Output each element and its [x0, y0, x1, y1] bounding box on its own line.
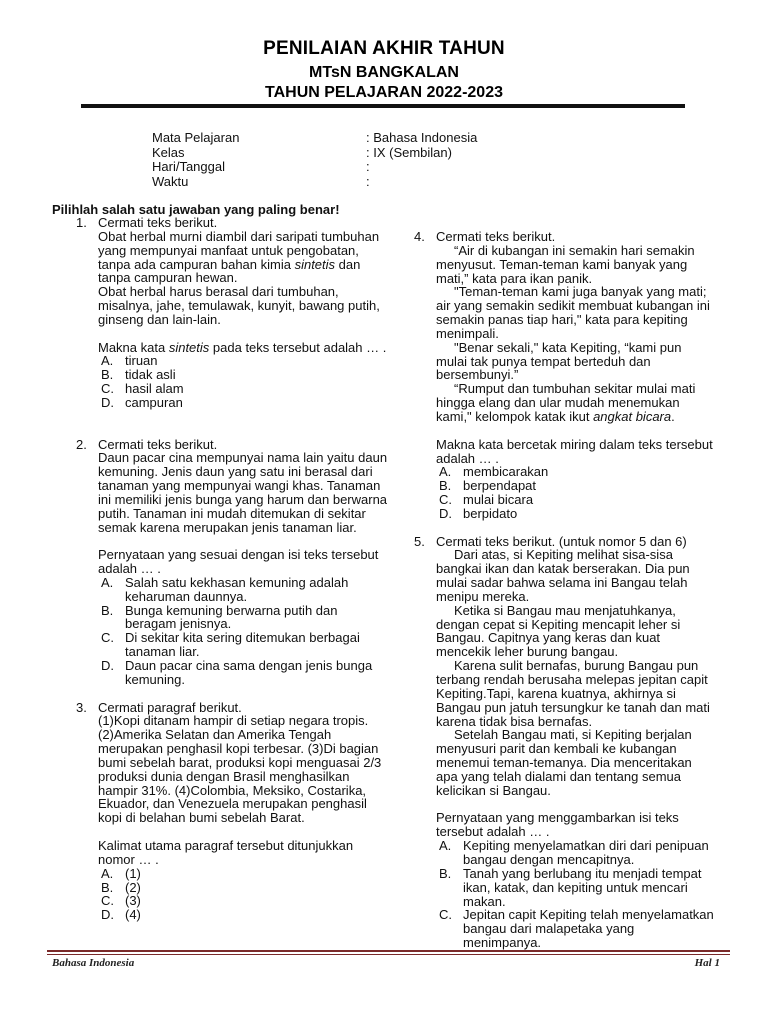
question-5: [414, 535, 714, 950]
option-text: berpendapat: [463, 478, 537, 494]
option-d[interactable]: [98, 908, 388, 922]
passage-paragraph: Ketika si Bangau mau menjatuhkanya, dengan cepat si Kepiting mencapit leher si Bangau. Capitnya yang keras dan kuat mencekik leher burung bangau.: [436, 602, 681, 660]
option-letter: D.: [101, 658, 114, 673]
question-1: [76, 216, 388, 410]
question-number: 1.: [76, 215, 87, 230]
italic-term: sintetis: [294, 256, 336, 272]
meta-value-class: : IX (Sembilan): [366, 144, 452, 160]
option-c[interactable]: [98, 382, 388, 396]
option-text: Tanah yang berlubang itu menjadi tempat ikan, katak, dan kepiting untuk mencari makan.: [463, 865, 702, 909]
right-column: [414, 230, 714, 950]
option-c[interactable]: [436, 908, 714, 950]
option-a[interactable]: [98, 867, 388, 881]
passage-text: dan tanpa campuran hewan.: [98, 256, 361, 286]
footer-rule: [47, 950, 730, 952]
option-b[interactable]: [98, 368, 388, 382]
option-c[interactable]: [98, 894, 388, 908]
question-3: [76, 701, 388, 923]
option-letter: A.: [439, 838, 452, 854]
option-b[interactable]: [98, 604, 388, 632]
passage-paragraph: Dari atas, si Kepiting melihat sisa-sisa bangkai ikan dan katak berserakan. Dia pun mulai sadar bahwa selama ini Bangau telah menipu mereka.: [436, 547, 690, 604]
option-a[interactable]: [436, 839, 714, 867]
options: [436, 839, 714, 950]
options: [98, 576, 388, 687]
passage-paragraph: Karena sulit bernafas, burung Bangau pun terbang rendah berusaha melepas jepitan capit Kepiting.Tapi, karena kuatnya, akhirnya si Bangau pun jatuh tersungkur ke tanah dan mati karena tidak bisa bernafas.: [436, 658, 710, 729]
dialogue-line: "Teman-teman kami juga banyak yang mati; air yang semakin sedikit membuat kubangan ini semakin panas tiap hari," kata para kepiting menimpali.: [436, 284, 710, 341]
question-4: [414, 230, 714, 521]
option-letter: A.: [101, 865, 114, 881]
option-letter: D.: [101, 394, 114, 410]
option-letter: B.: [101, 602, 114, 618]
option-b[interactable]: [436, 867, 714, 909]
academic-year: TAHUN PELAJARAN 2022-2023: [265, 84, 503, 101]
option-letter: B.: [439, 478, 452, 494]
meta-labels: [152, 131, 239, 189]
option-letter: A.: [101, 353, 114, 369]
meta-label-time: Waktu: [152, 173, 189, 189]
option-c[interactable]: [98, 631, 388, 659]
option-a[interactable]: [98, 576, 388, 604]
option-text: mulai bicara: [463, 492, 534, 508]
dialogue-line: "Benar sekali," kata Kepiting, “kami pun mulai tak punya tempat berteduh dan bersembunyi.”: [436, 339, 682, 383]
option-letter: D.: [101, 907, 114, 923]
option-b[interactable]: [98, 881, 388, 895]
meta-value-time: :: [366, 173, 370, 189]
passage-paragraph: Setelah Bangau mati, si Kepiting berjalan menyusuri parit dan kembali ke kubangan menemui teman-temanya. Dia menceritakan apa yang telah dialami dan tentang semua kelicikan si Bangau.: [436, 727, 692, 798]
option-letter: D.: [439, 505, 452, 521]
option-text: membicarakan: [463, 464, 549, 480]
option-text: hasil alam: [125, 381, 184, 397]
exam-title: PENILAIAN AKHIR TAHUN: [263, 38, 505, 59]
option-text: (2): [125, 879, 141, 895]
dialogue-text: .: [671, 408, 675, 424]
option-d[interactable]: [98, 659, 388, 687]
option-text: Bunga kemuning berwarna putih dan beragam jenisnya.: [125, 602, 338, 632]
question-text-part: pada teks tersebut adalah … .: [209, 339, 387, 355]
question-text: Pernyataan yang menggambarkan isi teks tersebut adalah … .: [436, 810, 679, 840]
option-text: (3): [125, 893, 141, 909]
question-number: 3.: [76, 699, 87, 715]
options: [436, 465, 714, 520]
passage-paragraph: (1)Kopi ditanam hampir di setiap negara tropis. (2)Amerika Selatan dan Amerika Tengah merupakan penghasil kopi terbesar. (3)Di bagian bumi sebelah barat, produksi kopi menguasai 2/3 produksi dunia dengan Brasil menghasilkan hampir 31%. (4)Colombia, Meksiko, Costarika, Ekuador, dan Venezuela merupakan penghasil kopi di belahan bumi sebelah Barat.: [98, 713, 382, 826]
option-a[interactable]: [436, 465, 714, 479]
option-text: tiruan: [125, 353, 158, 369]
question-intro: Cermati paragraf berikut.: [98, 699, 242, 715]
option-letter: B.: [101, 879, 114, 895]
passage-paragraph: Daun pacar cina mempunyai nama lain yaitu daun kemuning. Jenis daun yang satu ini berasal dari tanaman yang mempunyai wangi khas. Tanaman ini memiliki jenis bunga yang harum dan berwarna putih. Tanaman ini mudah ditemukan di sekitar semak karena merupakan jenis tanaman liar.: [98, 450, 388, 535]
option-letter: B.: [101, 367, 114, 383]
question-intro: Cermati teks berikut.: [98, 215, 218, 230]
option-c[interactable]: [436, 493, 714, 507]
instruction: Pilihlah salah satu jawaban yang paling benar!: [52, 202, 340, 217]
meta-label-date: Hari/Tanggal: [152, 159, 225, 174]
option-a[interactable]: [98, 354, 388, 368]
option-letter: C.: [101, 381, 114, 397]
option-text: Di sekitar kita sering ditemukan berbagai tanaman liar.: [125, 630, 360, 660]
option-text: campuran: [125, 394, 183, 410]
option-letter: C.: [439, 907, 452, 923]
question-number: 2.: [76, 436, 87, 452]
question-text: [98, 341, 388, 355]
question-number: 4.: [414, 229, 425, 244]
option-text: Jepitan capit Kepiting telah menyelamatkan bangau dari malapetaka yang menimpanya.: [463, 907, 714, 951]
meta-label-subject: Mata Pelajaran: [152, 130, 240, 145]
footer-subject: Bahasa Indonesia: [52, 957, 135, 969]
option-b[interactable]: [436, 479, 714, 493]
question-text-part: Makna kata: [98, 339, 169, 355]
option-letter: B.: [439, 865, 452, 881]
passage-paragraph: Obat herbal harus berasal dari tumbuhan, misalnya, jahe, temulawak, kunyit, bawang putih, ginseng dan lain-lain.: [98, 284, 380, 327]
question-intro: Cermati teks berikut.: [98, 436, 218, 452]
option-letter: C.: [439, 492, 452, 508]
question-number: 5.: [414, 533, 425, 549]
dialogue-text: “Rumput dan tumbuhan sekitar mulai mati hingga elang dan ular mudah menemukan kami," kelompok katak ikut: [436, 381, 696, 424]
passage-paragraph: [98, 230, 388, 285]
option-text: Kepiting menyelamatkan diri dari penipuan bangau dengan mencapitnya.: [463, 838, 709, 867]
header-rule: [81, 104, 685, 108]
meta-value-date: :: [366, 159, 370, 174]
option-text: (4): [125, 907, 141, 923]
question-text: Kalimat utama paragraf tersebut ditunjukkan nomor … .: [98, 837, 354, 867]
options: [98, 354, 388, 409]
question-text: Pernyataan yang sesuai dengan isi teks tersebut adalah … .: [98, 547, 379, 577]
option-letter: C.: [101, 630, 114, 646]
footer-page-number: Hal 1: [694, 957, 720, 969]
question-text: Makna kata bercetak miring dalam teks tersebut adalah … .: [436, 436, 713, 466]
italic-term: sintetis: [168, 339, 210, 355]
option-d[interactable]: [436, 507, 714, 521]
dialogue-line: “Air di kubangan ini semakin hari semakin menyusut. Teman-teman kami banyak yang mati,” kata para ikan panik.: [436, 242, 695, 286]
meta-label-class: Kelas: [152, 144, 185, 160]
meta-value-subject: : Bahasa Indonesia: [366, 130, 478, 145]
option-text: (1): [125, 865, 141, 881]
option-text: berpidato: [463, 505, 518, 521]
options: [98, 867, 388, 922]
left-column: [76, 216, 388, 922]
italic-term: angkat bicara: [593, 408, 672, 424]
option-text: Salah satu kekhasan kemuning adalah keharuman daunnya.: [125, 574, 349, 604]
footer-rule-thin: [47, 954, 730, 955]
option-letter: A.: [101, 574, 114, 590]
option-letter: C.: [101, 893, 114, 909]
question-intro: Cermati teks berikut.: [436, 229, 556, 244]
option-text: Daun pacar cina sama dengan jenis bunga kemuning.: [125, 658, 373, 687]
dialogue-line: [436, 382, 714, 424]
question-2: [76, 438, 388, 687]
option-d[interactable]: [98, 396, 388, 410]
school-name: MTsN BANGKALAN: [309, 64, 459, 81]
meta-values: [366, 131, 477, 189]
passage-text: Obat herbal murni diambil dari saripati tumbuhan yang mempunyai manfaat untuk pengobatan, tanpa ada campuran bahan kimia: [98, 228, 380, 272]
question-intro: Cermati teks berikut. (untuk nomor 5 dan 6): [436, 533, 687, 549]
option-letter: A.: [439, 464, 452, 480]
option-text: tidak asli: [125, 367, 176, 383]
